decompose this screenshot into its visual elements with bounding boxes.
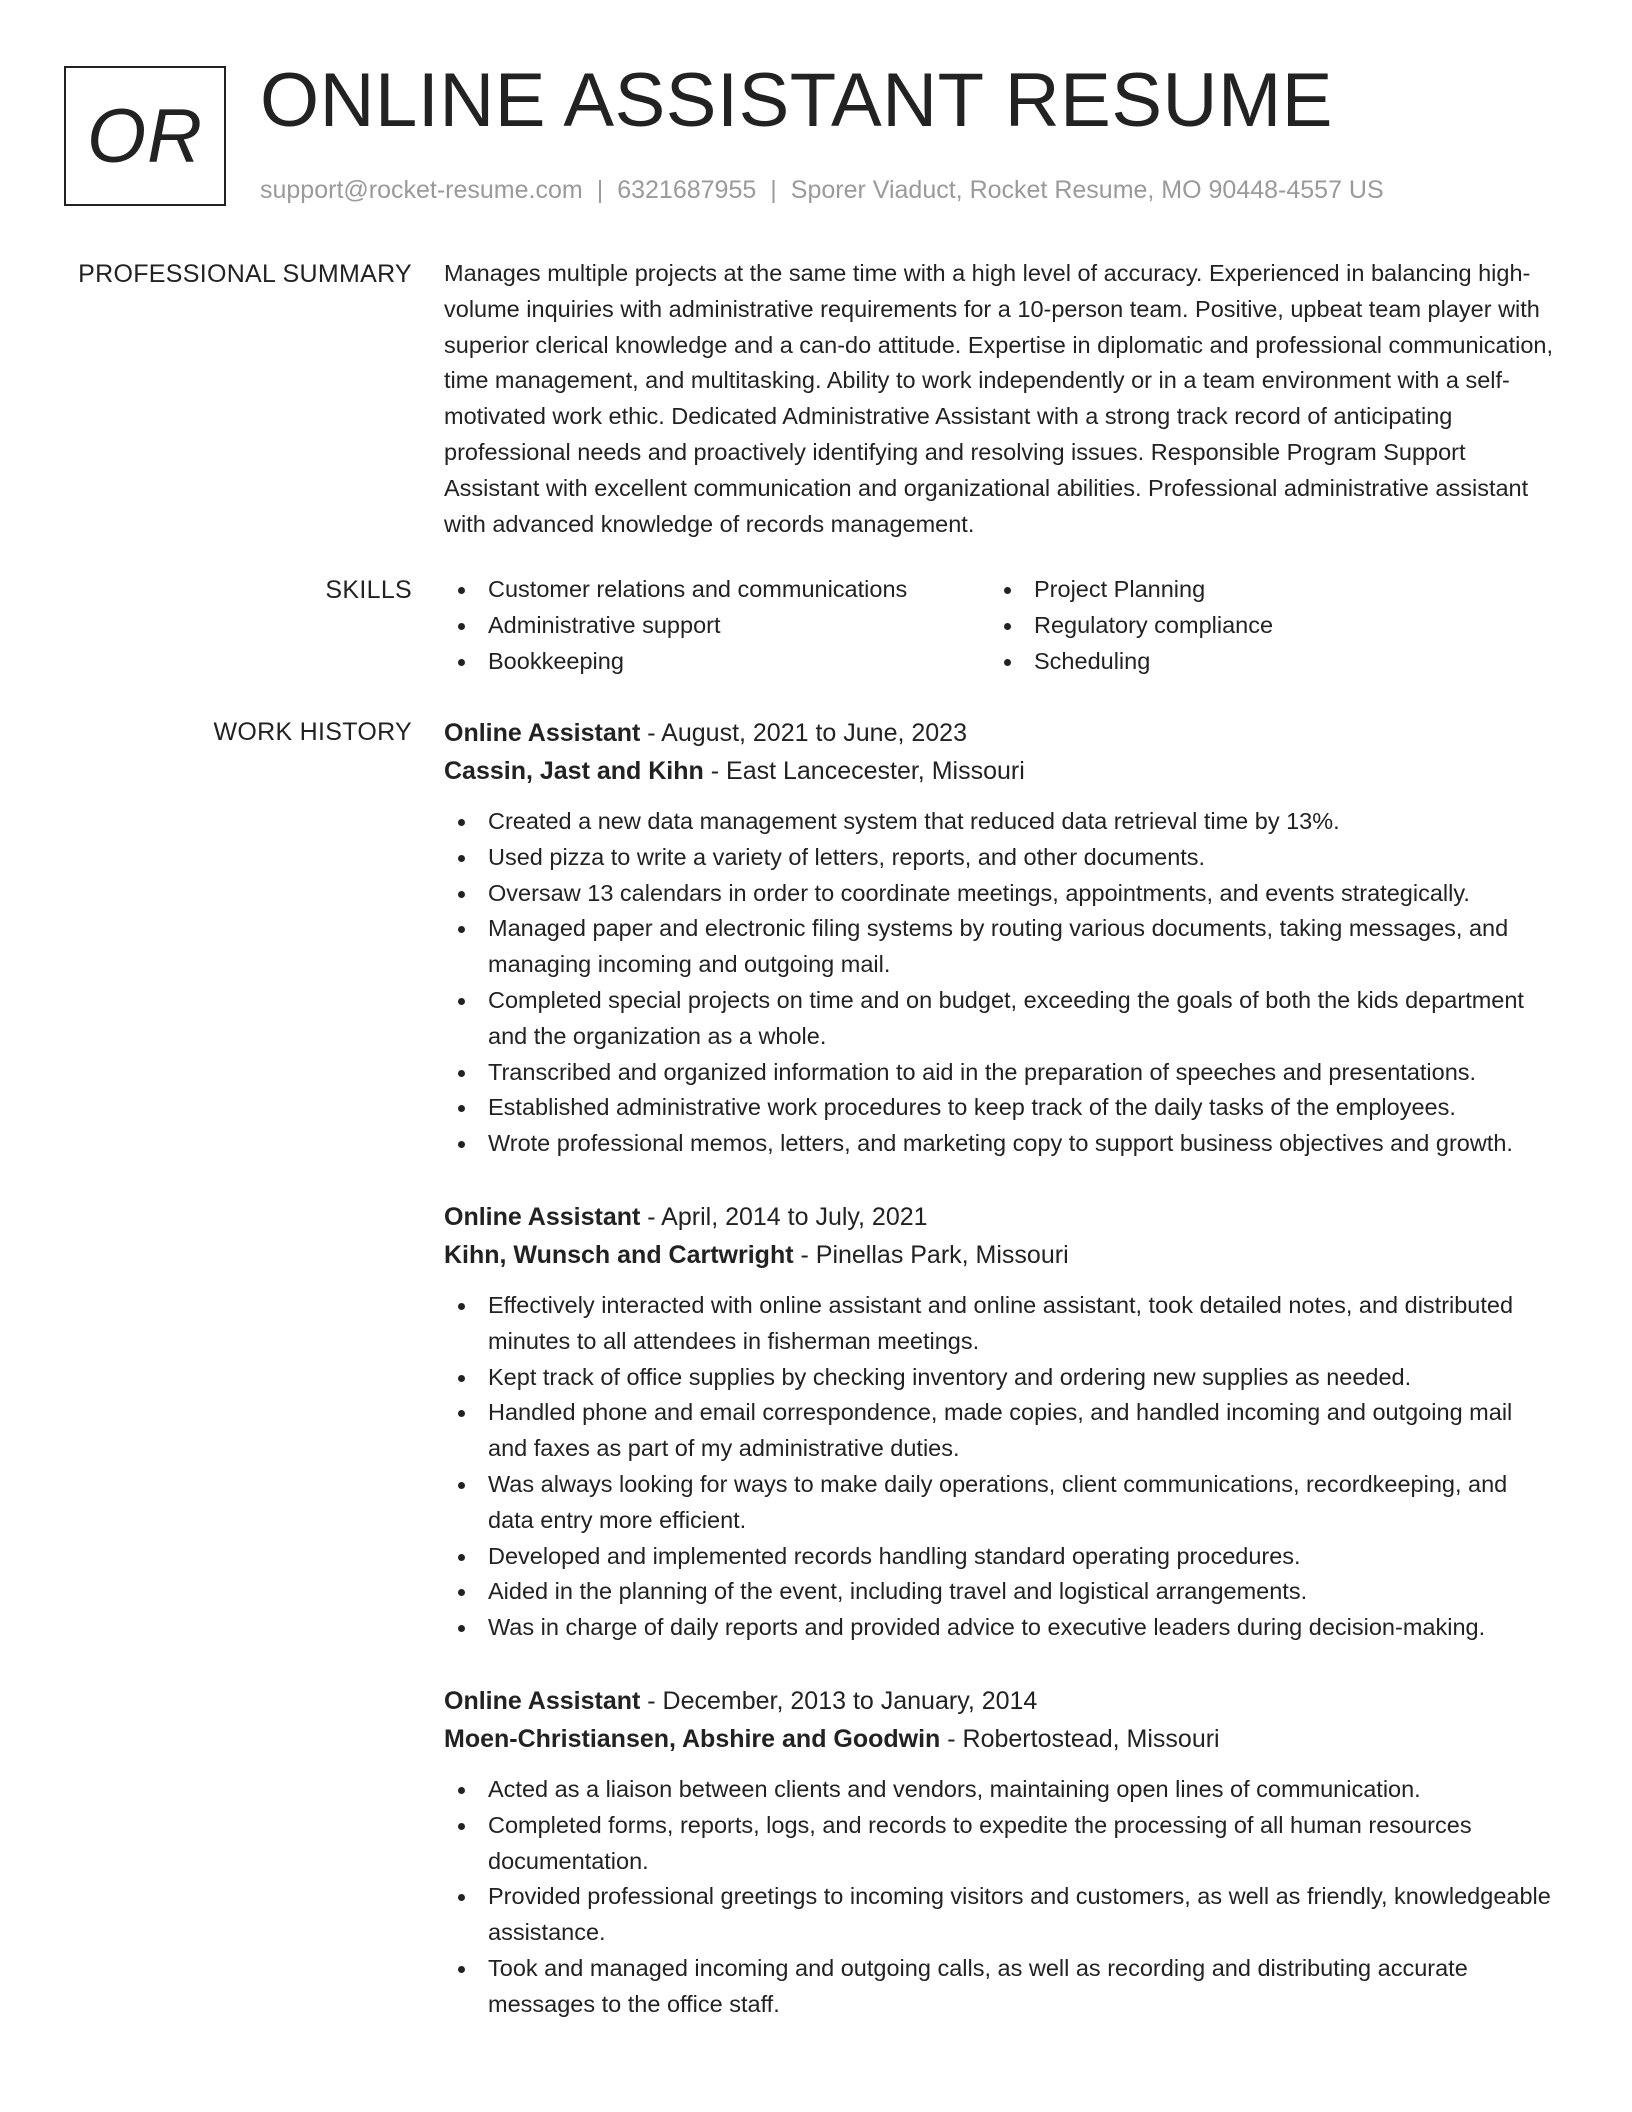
skill-item: Regulatory compliance	[990, 608, 1490, 644]
job-entry	[444, 1682, 1554, 2023]
duty-item: Used pizza to write a variety of letters, reports, and other documents.	[444, 840, 1554, 876]
duty-item: Acted as a liaison between clients and vendors, maintaining open lines of communication.	[444, 1772, 1554, 1808]
skills-body	[444, 572, 1554, 679]
monogram-box	[64, 66, 226, 206]
job-company-line	[444, 752, 1554, 790]
job-duties	[444, 804, 1554, 1162]
job-title-line	[444, 714, 1554, 752]
skill-item: Customer relations and communications	[444, 572, 990, 608]
duty-item: Oversaw 13 calendars in order to coordinate meetings, appointments, and events strategically.	[444, 876, 1554, 912]
job-location: - Pinellas Park, Missouri	[793, 1240, 1069, 1269]
job-duties	[444, 1772, 1554, 2023]
contact-phone: 6321687955	[617, 176, 757, 204]
contact-email: support@rocket-resume.com	[260, 176, 583, 204]
duty-item: Provided professional greetings to incoming visitors and customers, as well as friendly, knowledgeable assistance.	[444, 1879, 1554, 1951]
monogram-initials: OR	[87, 93, 203, 179]
job-dates: - December, 2013 to January, 2014	[640, 1686, 1038, 1715]
duty-item: Created a new data management system that reduced data retrieval time by 13%.	[444, 804, 1554, 840]
work-history-heading: WORK HISTORY	[213, 718, 412, 746]
duty-item: Completed special projects on time and on budget, exceeding the goals of both the kids department and the organization as a whole.	[444, 983, 1554, 1055]
contact-line	[260, 172, 1384, 208]
skills-column-right	[990, 572, 1490, 679]
resume-title: ONLINE ASSISTANT RESUME	[260, 58, 1333, 143]
duty-item: Was in charge of daily reports and provided advice to executive leaders during decision-making.	[444, 1610, 1554, 1646]
job-location: - Robertostead, Missouri	[940, 1724, 1220, 1753]
job-location: - East Lancecester, Missouri	[703, 757, 1025, 785]
duty-item: Completed forms, reports, logs, and records to expedite the processing of all human resources documentation.	[444, 1808, 1554, 1880]
skills-grid	[444, 572, 1554, 679]
job-company: Cassin, Jast and Kihn	[444, 757, 704, 785]
skill-item: Project Planning	[990, 572, 1490, 608]
job-title-line	[444, 1682, 1554, 1720]
summary-heading: PROFESSIONAL SUMMARY	[78, 260, 412, 288]
duty-item: Wrote professional memos, letters, and marketing copy to support business objectives and growth.	[444, 1126, 1554, 1162]
duty-item: Effectively interacted with online assistant and online assistant, took detailed notes, and distributed minutes to all attendees in fisherman meetings.	[444, 1288, 1554, 1360]
skill-item: Administrative support	[444, 608, 990, 644]
duty-item: Aided in the planning of the event, including travel and logistical arrangements.	[444, 1574, 1554, 1610]
duty-item: Handled phone and email correspondence, made copies, and handled incoming and outgoing mail and faxes as part of my administrative duties.	[444, 1395, 1554, 1467]
duty-item: Developed and implemented records handling standard operating procedures.	[444, 1539, 1554, 1575]
job-title: Online Assistant	[444, 719, 641, 747]
job-company: Moen-Christiansen, Abshire and Goodwin	[444, 1724, 941, 1753]
summary-body	[444, 256, 1554, 542]
job-title-line	[444, 1198, 1554, 1236]
job-company: Kihn, Wunsch and Cartwright	[444, 1240, 794, 1269]
job-entry	[444, 714, 1554, 1162]
job-company-line	[444, 1720, 1554, 1758]
contact-separator: |	[596, 176, 604, 204]
job-title: Online Assistant	[444, 1202, 641, 1231]
contact-address: Sporer Viaduct, Rocket Resume, MO 90448-4557 US	[790, 176, 1384, 204]
job-company-line	[444, 1236, 1554, 1274]
duty-item: Kept track of office supplies by checking inventory and ordering new supplies as needed.	[444, 1360, 1554, 1396]
skills-heading: SKILLS	[325, 576, 412, 604]
duty-item: Established administrative work procedures to keep track of the daily tasks of the employees.	[444, 1090, 1554, 1126]
duty-item: Was always looking for ways to make daily operations, client communications, recordkeeping, and data entry more efficient.	[444, 1467, 1554, 1539]
skills-column-left	[444, 572, 990, 679]
contact-separator: |	[770, 176, 777, 204]
duty-item: Took and managed incoming and outgoing calls, as well as recording and distributing accurate messages to the office staff.	[444, 1951, 1554, 2023]
work-history-body	[444, 714, 1554, 2059]
job-title: Online Assistant	[444, 1686, 641, 1715]
job-dates: - April, 2014 to July, 2021	[640, 1202, 928, 1231]
duty-item: Transcribed and organized information to aid in the preparation of speeches and presentations.	[444, 1055, 1554, 1091]
job-entry	[444, 1198, 1554, 1646]
summary-text: Manages multiple projects at the same time with a high level of accuracy. Experienced in balancing high-volume inquiries with administrative requirements for a 10-person team. Positive, upbeat team player with superior clerical knowledge and a can-do attitude. Expertise in diplomatic and professional communication, time management, and multitasking. Ability to work independently or in a team environment with a self-motivated work ethic. Dedicated Administrative Assistant with a strong track record of anticipating professional needs and proactively identifying and resolving issues. Responsible Program Support Assistant with excellent communication and organizational abilities. Professional administrative assistant with advanced knowledge of records management.	[444, 260, 1554, 537]
job-dates: - August, 2021 to June, 2023	[640, 719, 967, 747]
skill-item: Scheduling	[990, 644, 1490, 680]
duty-item: Managed paper and electronic filing systems by routing various documents, taking messages, and managing incoming and outgoing mail.	[444, 911, 1554, 983]
job-duties	[444, 1288, 1554, 1646]
skill-item: Bookkeeping	[444, 644, 990, 680]
